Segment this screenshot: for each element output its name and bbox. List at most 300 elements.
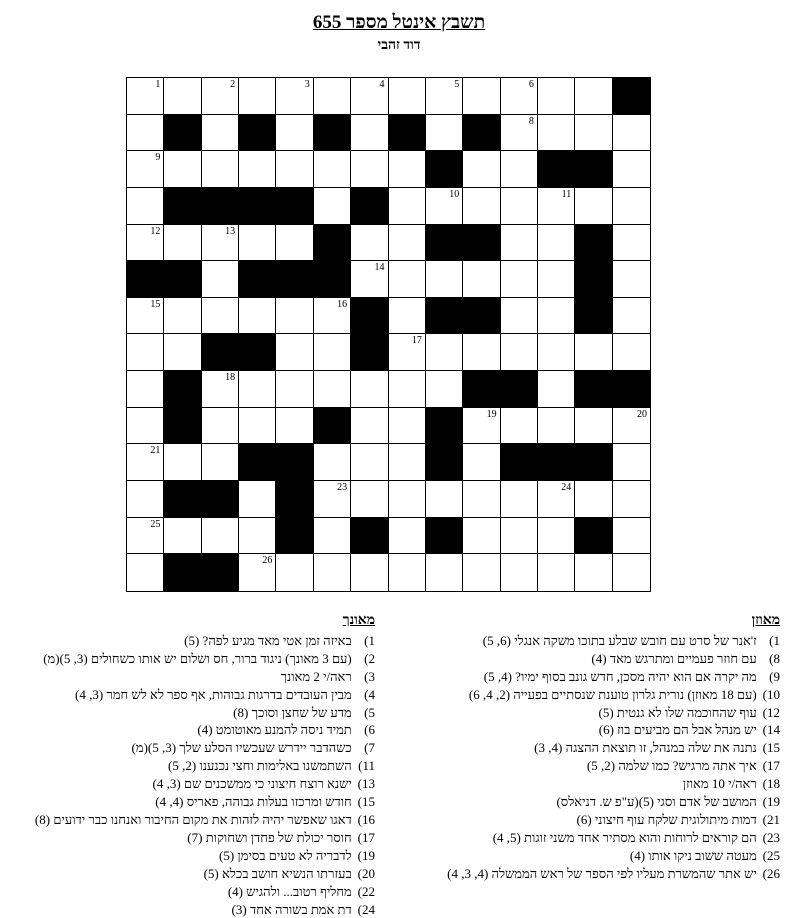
grid-cell[interactable] — [463, 188, 500, 225]
grid-cell[interactable] — [389, 481, 426, 518]
grid-block — [426, 298, 463, 335]
grid-cell[interactable] — [538, 371, 575, 408]
grid-cell[interactable] — [501, 115, 538, 152]
grid-cell[interactable] — [501, 518, 538, 555]
grid-block — [389, 115, 426, 152]
down-clue — [3, 650, 375, 668]
grid-block — [276, 261, 313, 298]
grid-cell[interactable] — [613, 261, 650, 298]
puzzle-title-wrap — [0, 12, 798, 34]
grid-block — [426, 444, 463, 481]
grid-block — [127, 261, 164, 298]
grid-block — [202, 188, 239, 225]
grid-block — [239, 115, 276, 152]
grid-cell[interactable] — [127, 78, 164, 115]
clue-text: דמות מיתולוגית שלקח עוף חיצוני (6) — [576, 812, 760, 827]
clue-number: 10) — [760, 686, 780, 704]
down-clue — [3, 739, 375, 757]
grid-cell[interactable] — [127, 444, 164, 481]
grid-cell[interactable] — [351, 151, 388, 188]
grid-cell[interactable] — [239, 298, 276, 335]
grid-block — [164, 188, 201, 225]
grid-cell[interactable] — [202, 518, 239, 555]
grid-cell[interactable] — [202, 115, 239, 152]
grid-block — [351, 334, 388, 371]
grid-cell[interactable] — [239, 371, 276, 408]
clue-number: 19) — [760, 793, 780, 811]
grid-cell[interactable] — [613, 334, 650, 371]
grid-cell[interactable] — [127, 408, 164, 445]
clue-number: 24) — [355, 901, 375, 918]
across-clues — [408, 612, 780, 883]
grid-cell[interactable] — [463, 261, 500, 298]
clue-number: 25) — [760, 847, 780, 865]
grid-cell[interactable] — [164, 334, 201, 371]
grid-block — [276, 481, 313, 518]
grid-block — [351, 188, 388, 225]
grid-cell[interactable] — [538, 188, 575, 225]
grid-cell[interactable] — [538, 518, 575, 555]
grid-block — [575, 298, 612, 335]
grid-cell[interactable] — [351, 481, 388, 518]
grid-cell[interactable] — [127, 371, 164, 408]
grid-cell[interactable] — [239, 481, 276, 518]
clue-text: ז'אנר של סרט עם חובש שבלע בתוכו משקה אנגלי (6, 5) — [483, 633, 760, 648]
across-clue — [408, 686, 780, 704]
grid-cell[interactable] — [426, 115, 463, 152]
grid-block — [426, 225, 463, 262]
grid-block — [575, 261, 612, 298]
clue-text: כשהדבר יידרש שעכשיו הסלע שלך (3, 5)(מ) — [132, 740, 355, 755]
grid-cell[interactable] — [613, 188, 650, 225]
grid-cell[interactable] — [351, 261, 388, 298]
grid-cell[interactable] — [613, 408, 650, 445]
grid-cell[interactable] — [389, 554, 426, 591]
grid-cell[interactable] — [501, 334, 538, 371]
grid-cell[interactable] — [389, 408, 426, 445]
grid-cell[interactable] — [463, 334, 500, 371]
grid-cell[interactable] — [389, 518, 426, 555]
grid-cell[interactable] — [314, 188, 351, 225]
down-clue — [3, 704, 375, 722]
cell-number: 25 — [150, 519, 160, 530]
clue-text: ראה/י 10 מאוזן — [683, 776, 760, 791]
grid-block — [575, 444, 612, 481]
puzzle-title: תשבץ אינטל מספר 655 — [313, 12, 485, 34]
grid-cell[interactable] — [276, 371, 313, 408]
grid-cell[interactable] — [127, 115, 164, 152]
grid-cell[interactable] — [127, 334, 164, 371]
clue-number: 11) — [355, 757, 375, 775]
grid-block — [202, 554, 239, 591]
grid-cell[interactable] — [575, 334, 612, 371]
grid-cell[interactable] — [613, 554, 650, 591]
grid-cell[interactable] — [127, 151, 164, 188]
cell-number: 19 — [487, 409, 497, 420]
grid-cell[interactable] — [613, 298, 650, 335]
down-clue — [3, 829, 375, 847]
grid-block — [575, 518, 612, 555]
grid-cell[interactable] — [351, 408, 388, 445]
clue-text: (עם 3 מאונך) ניגוד ברור, חס ושלום יש אותו כשחולים (3, 5)(מ) — [43, 651, 355, 666]
down-clue — [3, 847, 375, 865]
grid-cell[interactable] — [202, 298, 239, 335]
clue-text: מבין העובדים בדרגות גבוהות, אף ספר לא לש חמר (3, 4) — [75, 687, 355, 702]
grid-cell[interactable] — [314, 444, 351, 481]
grid-cell[interactable] — [613, 444, 650, 481]
clue-number: 22) — [355, 883, 375, 901]
grid-cell[interactable] — [613, 225, 650, 262]
grid-cell[interactable] — [276, 408, 313, 445]
cell-number: 9 — [155, 152, 160, 163]
grid-block — [239, 334, 276, 371]
grid-cell[interactable] — [501, 261, 538, 298]
across-clue — [408, 865, 780, 883]
clue-text: עם חוזר פעמיים ומתרגש מאד (4) — [591, 651, 760, 666]
clue-number: 7) — [355, 739, 375, 757]
cell-number: 8 — [529, 116, 534, 127]
cell-number: 12 — [150, 226, 160, 237]
grid-cell[interactable] — [575, 408, 612, 445]
grid-cell[interactable] — [276, 554, 313, 591]
grid-cell[interactable] — [276, 78, 313, 115]
down-clue — [3, 865, 375, 883]
grid-cell[interactable] — [463, 481, 500, 518]
grid-block — [314, 225, 351, 262]
cell-number: 15 — [150, 299, 160, 310]
grid-cell[interactable] — [314, 78, 351, 115]
grid-block — [538, 151, 575, 188]
grid-block — [314, 408, 351, 445]
clue-text: תמיד ניסה להמנע מאוטומט (4) — [197, 722, 355, 737]
grid-cell[interactable] — [426, 481, 463, 518]
grid-cell[interactable] — [314, 518, 351, 555]
grid-cell[interactable] — [389, 334, 426, 371]
grid-cell[interactable] — [314, 298, 351, 335]
grid-block — [314, 115, 351, 152]
down-clue — [3, 721, 375, 739]
grid-block — [202, 481, 239, 518]
grid-cell[interactable] — [389, 444, 426, 481]
across-clue — [408, 650, 780, 668]
grid-block — [463, 298, 500, 335]
grid-cell[interactable] — [351, 554, 388, 591]
grid-cell[interactable] — [239, 151, 276, 188]
clue-number: 1) — [760, 632, 780, 650]
grid-cell[interactable] — [239, 554, 276, 591]
grid-cell[interactable] — [314, 554, 351, 591]
grid-cell[interactable] — [538, 298, 575, 335]
grid-cell[interactable] — [276, 151, 313, 188]
grid-cell[interactable] — [575, 481, 612, 518]
grid-cell[interactable] — [127, 225, 164, 262]
crossword-grid — [126, 77, 651, 592]
clue-text: נתנה את שלה במנהל, זו תוצאת ההצגה (4, 3) — [534, 740, 760, 755]
cell-number: 11 — [562, 189, 572, 200]
clue-number: 13) — [355, 775, 375, 793]
cell-number: 6 — [529, 79, 534, 90]
grid-block — [164, 408, 201, 445]
clue-text: מחליף רטוב... ולהגיש (4) — [228, 884, 355, 899]
down-clue — [3, 811, 375, 829]
grid-block — [426, 408, 463, 445]
grid-block — [239, 188, 276, 225]
clue-text: עוף שהחוכמה שלו לא גנטית (5) — [598, 705, 760, 720]
grid-cell[interactable] — [463, 444, 500, 481]
grid-block — [613, 78, 650, 115]
grid-cell[interactable] — [202, 408, 239, 445]
grid-block — [575, 225, 612, 262]
clue-number: 9) — [760, 668, 780, 686]
grid-cell[interactable] — [463, 554, 500, 591]
grid-cell[interactable] — [613, 481, 650, 518]
down-clue — [3, 793, 375, 811]
grid-cell[interactable] — [501, 78, 538, 115]
grid-cell[interactable] — [389, 261, 426, 298]
grid-block — [239, 261, 276, 298]
across-clue — [408, 632, 780, 650]
grid-cell[interactable] — [314, 151, 351, 188]
grid-cell[interactable] — [575, 115, 612, 152]
grid-cell[interactable] — [613, 518, 650, 555]
grid-cell[interactable] — [351, 444, 388, 481]
grid-cell[interactable] — [127, 298, 164, 335]
cell-number: 5 — [454, 79, 459, 90]
grid-block — [276, 188, 313, 225]
grid-block — [164, 261, 201, 298]
cell-number: 26 — [262, 555, 272, 566]
across-heading: מאוזן — [408, 612, 780, 630]
grid-block — [202, 334, 239, 371]
grid-cell[interactable] — [538, 225, 575, 262]
grid-cell[interactable] — [389, 78, 426, 115]
grid-cell[interactable] — [501, 188, 538, 225]
clue-text: מעטה ששוב ניקו אותו (4) — [630, 848, 760, 863]
grid-cell[interactable] — [538, 408, 575, 445]
grid-cell[interactable] — [501, 554, 538, 591]
clue-text: דאגו שאפשר יהיה לזהות את מקום החיבור ואנחנו כבר ידועים (8) — [35, 812, 355, 827]
grid-cell[interactable] — [276, 225, 313, 262]
grid-cell[interactable] — [202, 444, 239, 481]
down-clue — [3, 757, 375, 775]
grid-cell[interactable] — [426, 334, 463, 371]
grid-cell[interactable] — [239, 408, 276, 445]
cell-number: 1 — [155, 79, 160, 90]
cell-number: 10 — [449, 189, 459, 200]
grid-cell[interactable] — [164, 151, 201, 188]
grid-cell[interactable] — [127, 188, 164, 225]
clue-text: לדבריה לא טעים בסימן (5) — [219, 848, 355, 863]
clue-number: 17) — [760, 757, 780, 775]
clue-text: חודש ומרכזו בעלות גבוהה, פאריס (4, 4) — [155, 794, 355, 809]
clue-text: דת אמת בשורה אחד (3) — [232, 902, 355, 917]
grid-cell[interactable] — [164, 444, 201, 481]
clue-number: 16) — [355, 811, 375, 829]
grid-cell[interactable] — [501, 151, 538, 188]
clue-number: 18) — [760, 775, 780, 793]
grid-cell[interactable] — [202, 151, 239, 188]
grid-cell[interactable] — [202, 225, 239, 262]
clue-number: 12) — [760, 704, 780, 722]
grid-cell[interactable] — [351, 225, 388, 262]
clue-number: 3) — [355, 668, 375, 686]
grid-cell[interactable] — [351, 78, 388, 115]
grid-cell[interactable] — [389, 371, 426, 408]
grid-block — [351, 298, 388, 335]
grid-cell[interactable] — [127, 481, 164, 518]
grid-cell[interactable] — [351, 371, 388, 408]
grid-cell[interactable] — [538, 261, 575, 298]
grid-block — [426, 151, 463, 188]
grid-cell[interactable] — [164, 518, 201, 555]
clue-text: (עם 18 מאוזן) נורית גלרון טוענת שנסתיים בפעייה (2, 4, 6) — [469, 687, 760, 702]
clue-number: 5) — [355, 704, 375, 722]
grid-cell[interactable] — [575, 188, 612, 225]
down-clue — [3, 668, 375, 686]
grid-block — [164, 481, 201, 518]
across-clue — [408, 704, 780, 722]
grid-cell[interactable] — [426, 188, 463, 225]
puzzle-author: דוד זהבי — [0, 38, 798, 54]
cell-number: 23 — [337, 482, 347, 493]
grid-cell[interactable] — [389, 188, 426, 225]
grid-cell[interactable] — [538, 334, 575, 371]
across-clue — [408, 757, 780, 775]
grid-cell[interactable] — [613, 115, 650, 152]
grid-block — [426, 518, 463, 555]
grid-block — [538, 444, 575, 481]
grid-block — [239, 444, 276, 481]
clue-number: 23) — [760, 829, 780, 847]
grid-cell[interactable] — [164, 225, 201, 262]
grid-cell[interactable] — [239, 78, 276, 115]
grid-cell[interactable] — [202, 261, 239, 298]
across-clue — [408, 793, 780, 811]
grid-cell[interactable] — [314, 371, 351, 408]
grid-block — [276, 444, 313, 481]
grid-block — [164, 371, 201, 408]
grid-cell[interactable] — [276, 115, 313, 152]
across-clue — [408, 775, 780, 793]
grid-block — [463, 225, 500, 262]
grid-cell[interactable] — [426, 261, 463, 298]
grid-cell[interactable] — [538, 481, 575, 518]
cell-number: 14 — [375, 262, 385, 273]
across-clue-list — [408, 632, 780, 883]
grid-cell[interactable] — [276, 334, 313, 371]
clue-text: יש מנהל אבל הם מביעים בוז (6) — [599, 722, 760, 737]
cell-number: 24 — [561, 482, 571, 493]
cell-number: 4 — [380, 79, 385, 90]
cell-number: 20 — [637, 409, 647, 420]
grid-cell[interactable] — [127, 518, 164, 555]
clue-number: 4) — [355, 686, 375, 704]
grid-cell[interactable] — [202, 371, 239, 408]
grid-cell[interactable] — [239, 518, 276, 555]
clue-text: באיזה זמן אטי מאד מגיע לפה? (5) — [184, 633, 355, 648]
grid-cell[interactable] — [389, 151, 426, 188]
clue-number: 15) — [355, 793, 375, 811]
grid-cell[interactable] — [239, 225, 276, 262]
grid-block — [501, 371, 538, 408]
grid-cell[interactable] — [575, 78, 612, 115]
across-clue — [408, 847, 780, 865]
cell-number: 16 — [337, 299, 347, 310]
grid-block — [575, 151, 612, 188]
grid-block — [351, 518, 388, 555]
grid-cell[interactable] — [463, 518, 500, 555]
grid-cell[interactable] — [463, 408, 500, 445]
grid-block — [314, 261, 351, 298]
grid-cell[interactable] — [202, 78, 239, 115]
down-clue — [3, 632, 375, 650]
grid-cell[interactable] — [501, 298, 538, 335]
grid-cell[interactable] — [538, 554, 575, 591]
grid-cell[interactable] — [501, 481, 538, 518]
clue-text: מדע של שחצן וסוכך (8) — [233, 705, 355, 720]
grid-block — [164, 554, 201, 591]
down-clue — [3, 686, 375, 704]
cell-number: 21 — [150, 445, 160, 456]
grid-cell[interactable] — [501, 408, 538, 445]
grid-cell[interactable] — [314, 334, 351, 371]
cell-number: 17 — [412, 335, 422, 346]
clue-number: 26) — [760, 865, 780, 883]
grid-cell[interactable] — [501, 225, 538, 262]
grid-cell[interactable] — [538, 115, 575, 152]
clue-number: 20) — [355, 865, 375, 883]
grid-cell[interactable] — [426, 554, 463, 591]
grid-cell[interactable] — [426, 371, 463, 408]
grid-block — [463, 115, 500, 152]
grid-cell[interactable] — [463, 151, 500, 188]
clue-number: 15) — [760, 739, 780, 757]
grid-cell[interactable] — [314, 481, 351, 518]
grid-cell[interactable] — [575, 554, 612, 591]
clue-number: 17) — [355, 829, 375, 847]
down-clues — [3, 612, 375, 918]
grid-cell[interactable] — [389, 298, 426, 335]
clue-number: 6) — [355, 721, 375, 739]
grid-cell[interactable] — [389, 225, 426, 262]
grid-cell[interactable] — [164, 78, 201, 115]
grid-block — [276, 518, 313, 555]
clue-text: המושב של אדם וסגי (5)(ע"פ ש. דניאלס) — [556, 794, 760, 809]
across-clue — [408, 829, 780, 847]
grid-cell[interactable] — [463, 78, 500, 115]
clue-text: בעזרתו הנשיא חושב בכלא (5) — [204, 866, 355, 881]
grid-cell[interactable] — [426, 78, 463, 115]
grid-cell[interactable] — [164, 298, 201, 335]
clue-number: 2) — [355, 650, 375, 668]
grid-block — [164, 115, 201, 152]
clue-text: ישנא רוצח חיצוני כי ממשכנים שם (3, 4) — [153, 776, 355, 791]
clue-text: ראה/י 2 מאונך — [281, 669, 355, 684]
cell-number: 2 — [230, 79, 235, 90]
across-clue — [408, 668, 780, 686]
grid-cell[interactable] — [127, 554, 164, 591]
grid-cell[interactable] — [538, 78, 575, 115]
clue-text: איך אתה מרגיש? כמו שלמה (2, 5) — [587, 758, 760, 773]
down-clue — [3, 883, 375, 901]
clue-text: יש אתר שהמשרת מעליו לפי הספר של ראש הממשלה (4, 3, 4) — [447, 866, 760, 881]
grid-cell[interactable] — [276, 298, 313, 335]
grid-cell[interactable] — [351, 115, 388, 152]
grid-cell[interactable] — [613, 151, 650, 188]
cell-number: 13 — [225, 226, 235, 237]
clue-text: השתמשנו באלימות וחצי נכנענו (2, 5) — [168, 758, 355, 773]
across-clue — [408, 811, 780, 829]
